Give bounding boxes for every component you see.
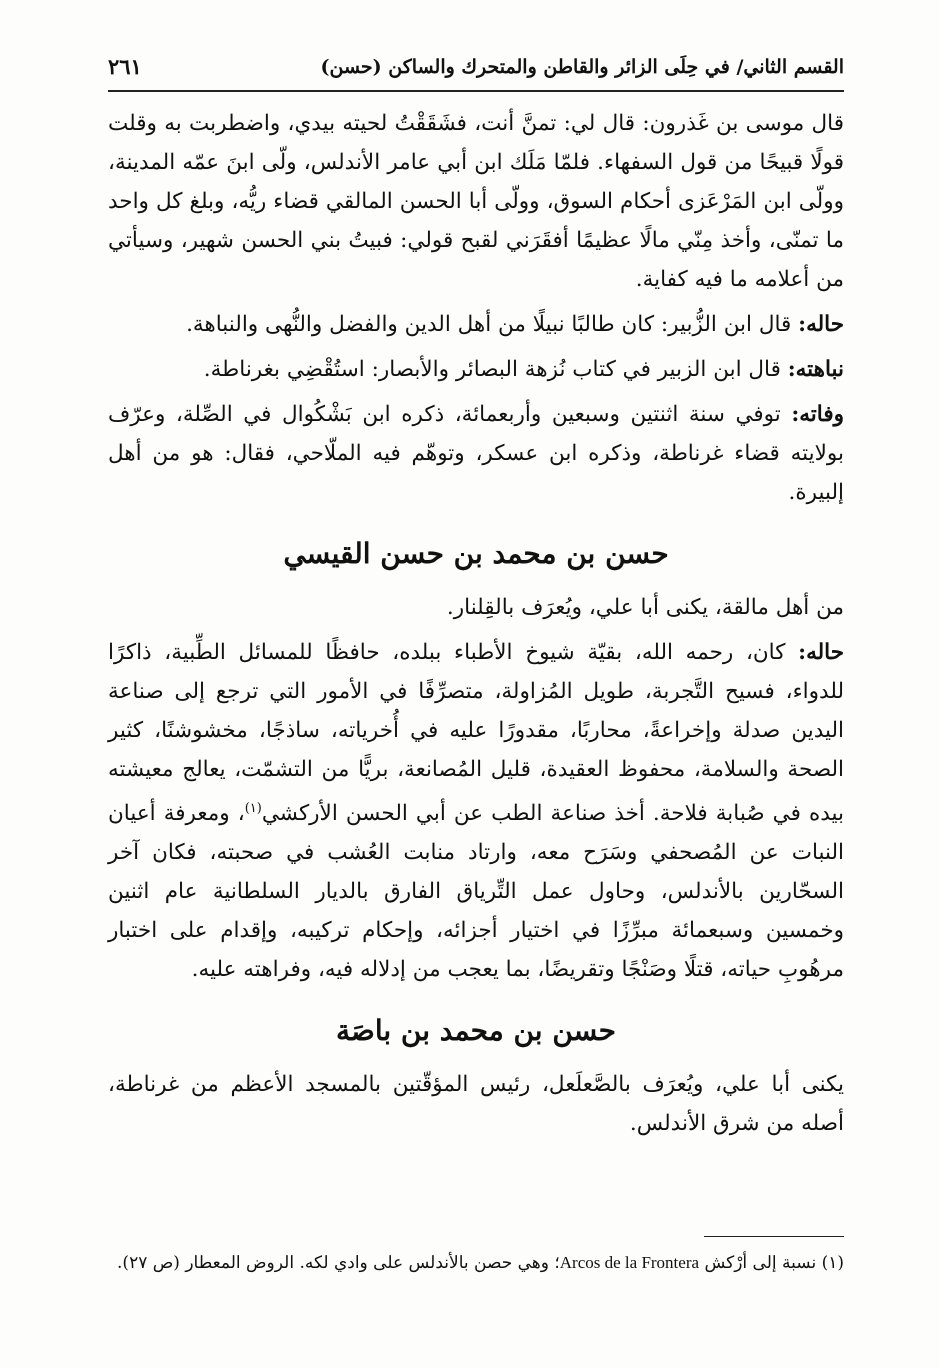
section-label: حاله:	[798, 640, 844, 665]
paragraph-text: توفي سنة اثنتين وسبعين وأربعمائة، ذكره ابن بَشْكُوال في الصِّلة، وعرّف بولايته قضاء غرناطة، وذكره ابن عسكر، وتوهّم فيه الملّاحي، فقال: هو من أهل إلبيرة.	[108, 402, 844, 505]
entry-biography	[108, 633, 844, 989]
footnote-item	[108, 1247, 844, 1279]
section-label: حاله:	[798, 312, 844, 337]
footnote-marker[interactable]: (١)	[244, 801, 262, 816]
paragraph-nabahatuhu	[108, 350, 844, 389]
footnote-number: (١)	[821, 1253, 844, 1273]
footnote-latin-name: Arcos de la Frontera	[559, 1253, 700, 1272]
running-title: القسم الثاني/ في حِلَى الزائر والقاطن والمتحرك والساكن (حسن)	[320, 56, 844, 78]
footnote-text: ؛ وهي حصن بالأندلس على وادي لكه. الروض المعطار (ص ٢٧).	[117, 1253, 560, 1273]
page-number: ٢٦١	[108, 54, 142, 79]
section-label: نباهته:	[787, 357, 844, 382]
footnote-divider	[704, 1236, 844, 1237]
paragraph-wafatuhu	[108, 395, 844, 512]
paragraph-text: قال ابن الزبير في كتاب نُزهة البصائر والأبصار: استُقْضِي بغرناطة.	[203, 357, 788, 382]
paragraph-intro: قال موسى بن غَذرون: قال لي: تمنَّ أنت، فشَقَقْتُ لحيته بيدي، واضطربت به وقلت قولًا قبيحًا من قول السفهاء. فلمّا مَلَك ابن أبي عامر الأندلس، ولّى ابنَ عمّه المدينة، وولّى ابن المَرْعَزى أحكام السوق، وولّى أبا الحسن المالقي قضاء ريُّه، وبلغ كل واحد ما تمنّى، وأخذ مِنّي مالًا عظيمًا أفقَرَني لقبح قولي: فبيتُ بني الحسن شهير، وسيأتي من أعلامه ما فيه كفاية.	[108, 111, 844, 292]
paragraph-text: ، ومعرفة أعيان النبات عن المُصحفي وسَرَح معه، وارتاد منابت العُشب في صحبته، فكان آخر السحّارين بالأندلس، وحاول عمل التِّرياق الفارق بالديار السلطانية عام اثنين وخمسين وسبعمائة مبرِّزًا في اختيار أجزائه، وإحكام تركيبه، وإقدام على اختبار مرهُوبِ حياته، قتلًا وصَنْجًا وتقريضًا، بما يعجب من إدلاله فيه، وفراهته عليه.	[108, 801, 844, 983]
main-text	[108, 104, 844, 1143]
book-page	[108, 50, 844, 1350]
entry-heading: حسن بن محمد بن حسن القيسي	[283, 537, 669, 570]
paragraph-text: قال ابن الزُّبير: كان طالبًا نبيلًا من أهل الدين والفضل والنُّهى والنباهة.	[186, 312, 799, 337]
footnote-text: نسبة إلى أرْكش	[699, 1253, 822, 1273]
entry-intro: من أهل مالقة، يكنى أبا علي، ويُعرَف بالقِلنار.	[446, 595, 844, 620]
paragraph-haluhu	[108, 305, 844, 344]
section-label: وفاته:	[791, 402, 844, 427]
entry-intro: يكنى أبا علي، ويُعرَف بالصَّعلَعل، رئيس المؤقّتين بالمسجد الأعظم من غرناطة، أصله من شرق الأندلس.	[108, 1072, 844, 1137]
paragraph-text: كان، رحمه الله، بقيّة شيوخ الأطباء ببلده، حافظًا للمسائل الطِّبية، ذاكرًا للدواء، فسيح التَّجربة، طويل المُزاولة، متصرِّفًا في الأمور التي ترجع إلى صناعة اليدين صدلة وإخراعةً، محاربًا، مقدورًا عليه في أُخرياته، ساذجًا، مخشوشنًا، كثير الصحة والسلامة، محفوظ العقيدة، قليل المُصانعة، بريًّا من التشمّت، يعالج معيشته بيده في صُبابة فلاحة. أخذ صناعة الطب عن أبي الحسن الأركشي	[108, 640, 844, 827]
footnotes	[108, 1236, 844, 1279]
running-header	[108, 50, 844, 92]
entry-heading: حسن بن محمد بن باصَة	[336, 1014, 616, 1048]
